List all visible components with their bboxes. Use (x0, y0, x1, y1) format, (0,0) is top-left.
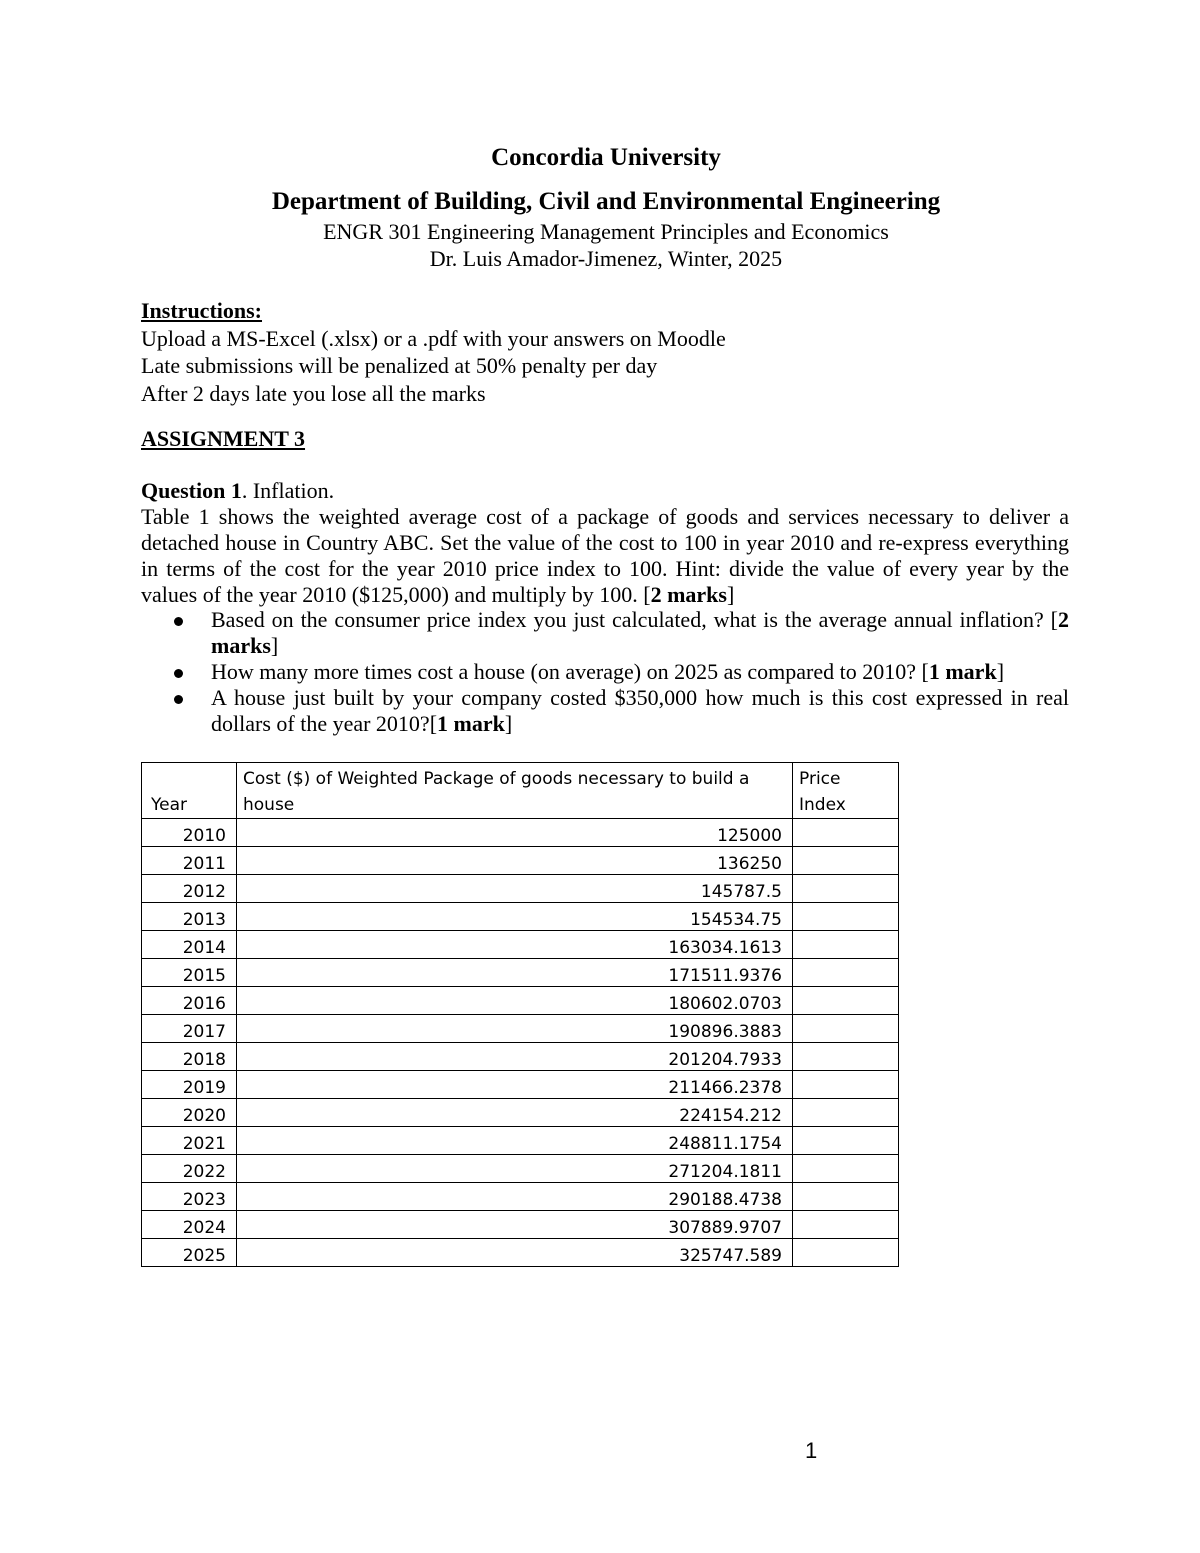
question-paragraph (141, 504, 1069, 608)
cell-price-index (793, 1211, 899, 1239)
cell-price-index (793, 1043, 899, 1071)
cell-price-index (793, 1239, 899, 1267)
table-row (142, 875, 899, 903)
cell-cost: 190896.3883 (237, 1015, 793, 1043)
sub-question-marks: 2 marks (211, 607, 1069, 658)
cell-price-index (793, 931, 899, 959)
cell-cost: 248811.1754 (237, 1127, 793, 1155)
cell-year: 2019 (142, 1071, 237, 1099)
cell-year: 2010 (142, 819, 237, 847)
table-row (142, 1043, 899, 1071)
cell-price-index (793, 1183, 899, 1211)
header-cost: Cost ($) of Weighted Package of goods necessary to build a house (237, 763, 793, 819)
cell-year: 2023 (142, 1183, 237, 1211)
cell-price-index (793, 1127, 899, 1155)
cell-price-index (793, 819, 899, 847)
department-title: Department of Building, Civil and Environmental Engineering (271, 188, 941, 215)
cell-price-index (793, 875, 899, 903)
cell-year: 2024 (142, 1211, 237, 1239)
cell-cost: 154534.75 (237, 903, 793, 931)
instructions-heading: Instructions: (141, 298, 263, 323)
cell-year: 2022 (142, 1155, 237, 1183)
instructor-line: Dr. Luis Amador-Jimenez, Winter, 2025 (429, 246, 783, 271)
table-row (142, 959, 899, 987)
cell-price-index (793, 903, 899, 931)
cell-year: 2011 (142, 847, 237, 875)
assignment-title: ASSIGNMENT 3 (141, 426, 306, 451)
cell-price-index (793, 959, 899, 987)
table-header-row (142, 763, 899, 819)
cell-price-index (793, 987, 899, 1015)
sub-question-marks: 1 mark (928, 659, 997, 684)
table-row (142, 987, 899, 1015)
table-row (142, 1127, 899, 1155)
cell-price-index (793, 1071, 899, 1099)
bullet-icon (174, 695, 183, 704)
instruction-line: Upload a MS-Excel (.xlsx) or a .pdf with your answers on Moodle (141, 326, 726, 351)
sub-question (141, 659, 1069, 685)
cell-cost: 290188.4738 (237, 1183, 793, 1211)
cell-price-index (793, 1015, 899, 1043)
sub-question (141, 685, 1069, 737)
table-row (142, 1183, 899, 1211)
header-price-index: Price Index (793, 763, 899, 819)
sub-question-close: ] (996, 659, 1005, 684)
sub-question-text: Based on the consumer price index you just calculated, what is the average annual inflation? [ (211, 607, 1058, 632)
course-name: ENGR 301 Engineering Management Principles and Economics (323, 219, 889, 244)
cell-cost: 136250 (237, 847, 793, 875)
university-title: Concordia University (491, 144, 721, 171)
cell-cost: 307889.9707 (237, 1211, 793, 1239)
table-row (142, 1099, 899, 1127)
table-row (142, 819, 899, 847)
cell-cost: 125000 (237, 819, 793, 847)
cell-year: 2015 (142, 959, 237, 987)
sub-question-marks: 1 mark (437, 711, 505, 736)
sub-question-close: ] (270, 633, 279, 658)
sub-question (141, 607, 1069, 659)
table-row (142, 1211, 899, 1239)
table-row (142, 1155, 899, 1183)
cell-cost: 271204.1811 (237, 1155, 793, 1183)
cell-cost: 171511.9376 (237, 959, 793, 987)
table-row (142, 847, 899, 875)
table-row (142, 1071, 899, 1099)
sub-question-close: ] (504, 711, 513, 736)
cell-cost: 201204.7933 (237, 1043, 793, 1071)
question-label: Question 1 (141, 478, 242, 503)
cell-cost: 211466.2378 (237, 1071, 793, 1099)
cell-year: 2013 (142, 903, 237, 931)
sub-question-text: A house just built by your company costed $350,000 how much is this cost expressed in real dollars of the year 2010?[ (211, 685, 1069, 736)
cell-cost: 145787.5 (237, 875, 793, 903)
cell-year: 2021 (142, 1127, 237, 1155)
cell-year: 2018 (142, 1043, 237, 1071)
page-number: 1 (805, 1438, 818, 1463)
price-index-table (141, 762, 899, 1267)
table-body (142, 819, 899, 1267)
cell-cost: 180602.0703 (237, 987, 793, 1015)
cell-year: 2025 (142, 1239, 237, 1267)
question-text: Table 1 shows the weighted average cost of a package of goods and services necessary to deliver a detached house in Country ABC. Set the value of the cost to 100 in year 2010 and re-express everything in terms of the cost for the year 2010 price index to 100. Hint: divide the value of every year by the values of the year 2010 ($125,000) and multiply by 100. [ (141, 504, 1069, 607)
sub-questions-list (141, 607, 1069, 737)
table-row (142, 1015, 899, 1043)
cell-year: 2016 (142, 987, 237, 1015)
header-year: Year (142, 763, 237, 819)
question-marks: 2 marks (650, 582, 727, 607)
instruction-line: After 2 days late you lose all the marks (141, 381, 486, 406)
table-row (142, 903, 899, 931)
bullet-icon (174, 617, 183, 626)
cell-cost: 163034.1613 (237, 931, 793, 959)
cell-cost: 325747.589 (237, 1239, 793, 1267)
cell-year: 2012 (142, 875, 237, 903)
cell-price-index (793, 1155, 899, 1183)
bullet-icon (174, 669, 183, 678)
question-title: . Inflation. (241, 478, 335, 503)
sub-question-text: How many more times cost a house (on average) on 2025 as compared to 2010? [ (211, 659, 929, 684)
instruction-line: Late submissions will be penalized at 50% penalty per day (141, 353, 658, 378)
cell-cost: 224154.212 (237, 1099, 793, 1127)
cell-year: 2017 (142, 1015, 237, 1043)
table-row (142, 1239, 899, 1267)
cell-price-index (793, 847, 899, 875)
cell-year: 2020 (142, 1099, 237, 1127)
question-marks-close: ] (726, 582, 735, 607)
cell-year: 2014 (142, 931, 237, 959)
table-row (142, 931, 899, 959)
question-heading (141, 478, 334, 504)
cell-price-index (793, 1099, 899, 1127)
